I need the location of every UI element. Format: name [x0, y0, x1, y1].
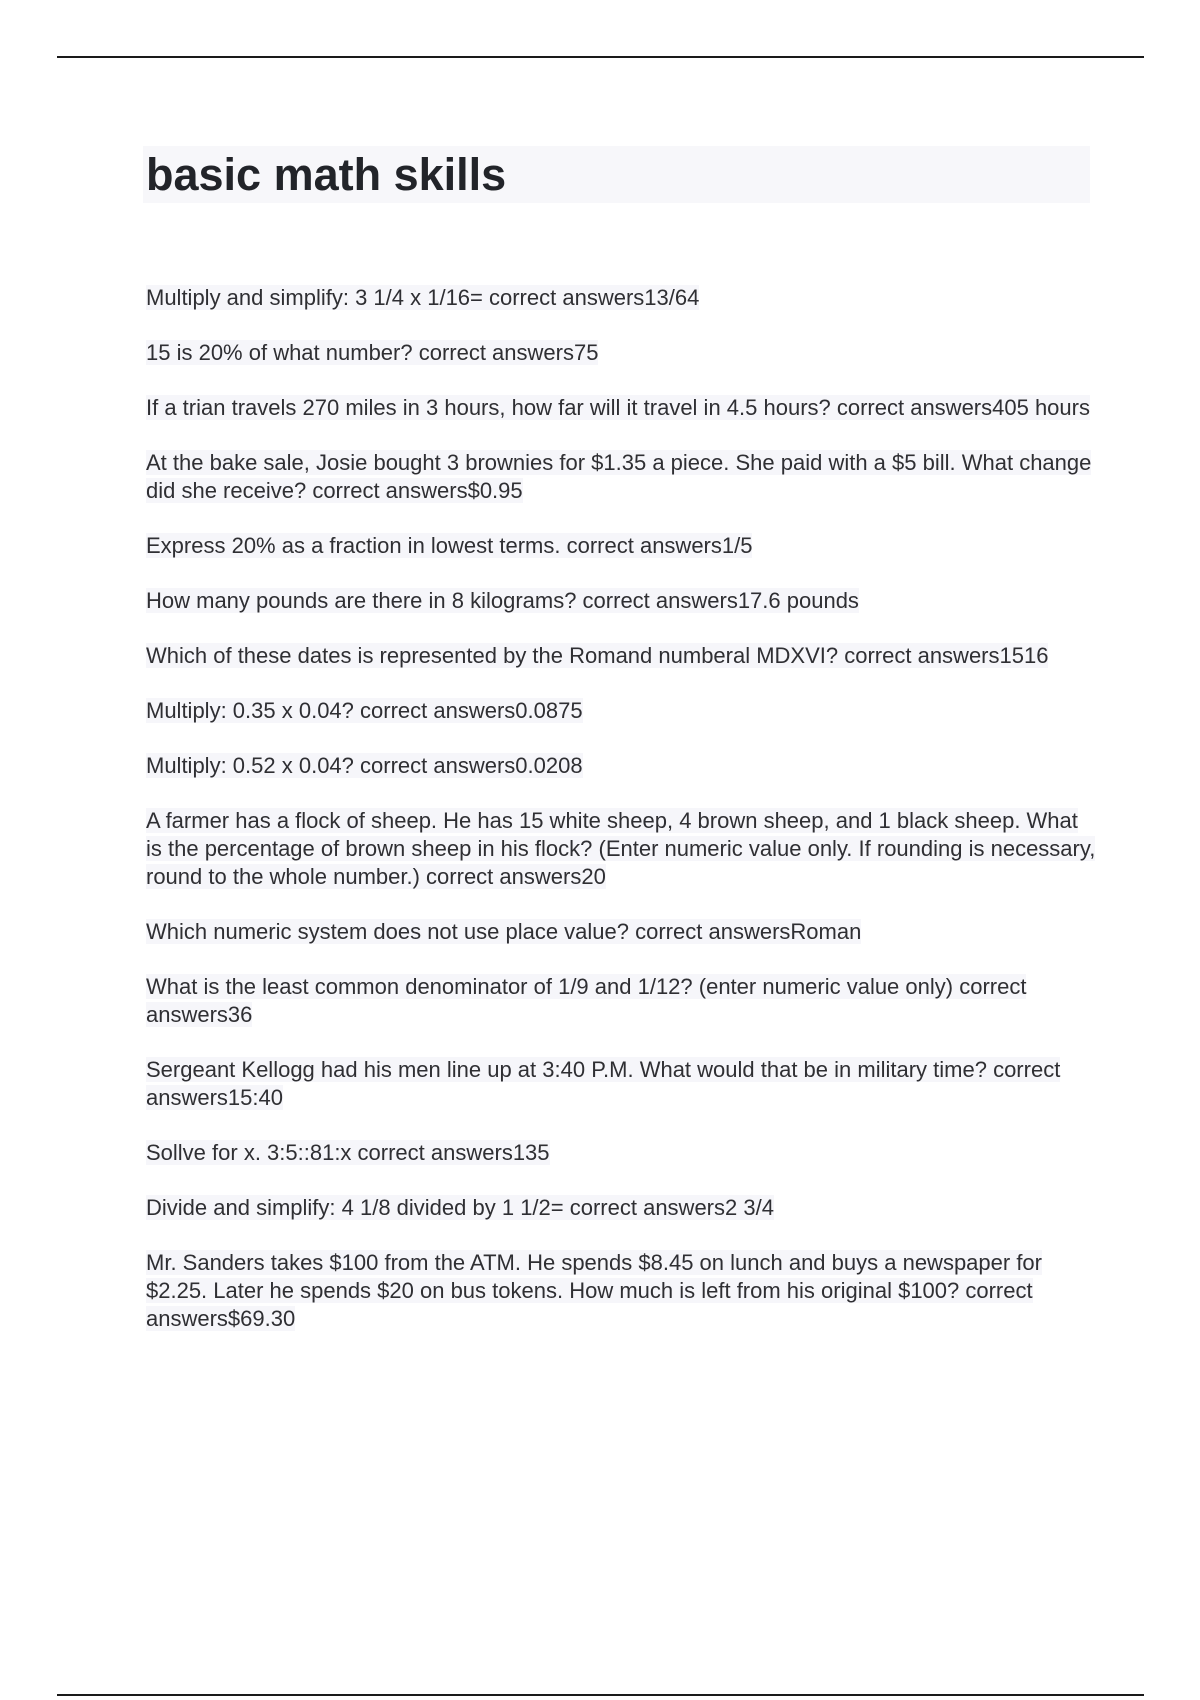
bottom-rule [57, 1694, 1144, 1696]
question-text: How many pounds are there in 8 kilograms? correct answers17.6 pounds [146, 588, 859, 613]
question-text: Multiply: 0.52 x 0.04? correct answers0.0208 [146, 753, 583, 778]
question-text: Which numeric system does not use place value? correct answersRoman [146, 919, 862, 944]
question-text: Which of these dates is represented by the Romand numberal MDXVI? correct answers1516 [146, 643, 1049, 668]
question-item [146, 587, 1096, 615]
question-text: Multiply: 0.35 x 0.04? correct answers0.0875 [146, 698, 583, 723]
question-text: At the bake sale, Josie bought 3 brownies for $1.35 a piece. She paid with a $5 bill. What change did she receive? correct answers$0.95 [146, 450, 1092, 503]
question-text: 15 is 20% of what number? correct answers75 [146, 340, 599, 365]
question-text: A farmer has a flock of sheep. He has 15 white sheep, 4 brown sheep, and 1 black sheep. What is the percentage of brown sheep in his flock? (Enter numeric value only. If rounding is necessary, round to the whole number.) correct answers20 [146, 808, 1096, 889]
question-item [146, 1056, 1096, 1112]
question-item [146, 449, 1096, 505]
question-text: If a trian travels 270 miles in 3 hours, how far will it travel in 4.5 hours? correct answers405 hours [146, 395, 1090, 420]
question-text: Divide and simplify: 4 1/8 divided by 1 1/2= correct answers2 3/4 [146, 1195, 774, 1220]
question-item [146, 1249, 1096, 1333]
question-item [146, 642, 1096, 670]
question-text: Sergeant Kellogg had his men line up at 3:40 P.M. What would that be in military time? correct answers15:40 [146, 1057, 1061, 1110]
question-item [146, 1194, 1096, 1222]
question-item [146, 394, 1096, 422]
question-text: Sollve for x. 3:5::81:x correct answers135 [146, 1140, 550, 1165]
question-item [146, 918, 1096, 946]
question-item [146, 339, 1096, 367]
question-list [146, 284, 1096, 1360]
question-item [146, 284, 1096, 312]
question-text: Express 20% as a fraction in lowest terms. correct answers1/5 [146, 533, 753, 558]
question-text: Multiply and simplify: 3 1/4 x 1/16= correct answers13/64 [146, 285, 700, 310]
question-item [146, 807, 1096, 891]
question-item [146, 752, 1096, 780]
question-text: Mr. Sanders takes $100 from the ATM. He spends $8.45 on lunch and buys a newspaper for $2.25. Later he spends $20 on bus tokens. How much is left from his original $100? correct answers$69.30 [146, 1250, 1042, 1331]
question-item [146, 532, 1096, 560]
question-item [146, 1139, 1096, 1167]
top-rule [57, 56, 1144, 58]
document-title: basic math skills [146, 149, 507, 200]
question-item [146, 697, 1096, 725]
question-text: What is the least common denominator of 1/9 and 1/12? (enter numeric value only) correct answers36 [146, 974, 1027, 1027]
question-item [146, 973, 1096, 1029]
